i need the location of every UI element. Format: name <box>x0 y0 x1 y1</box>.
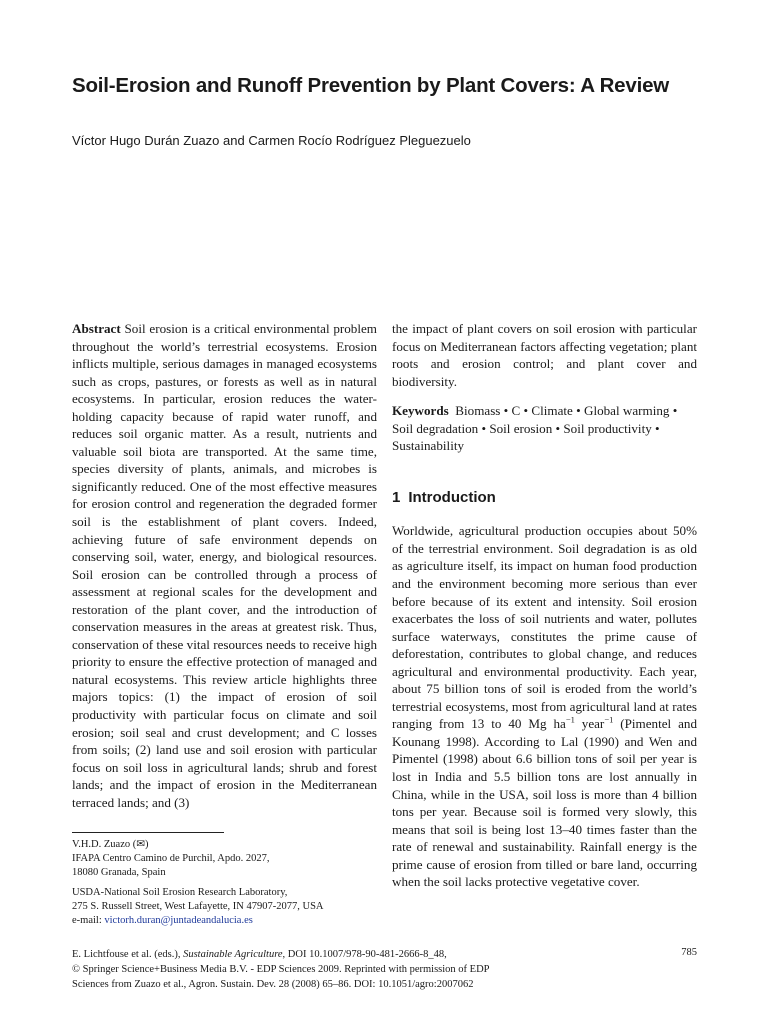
introduction-paragraph <box>392 522 697 890</box>
affiliation-line: 18080 Granada, Spain <box>72 867 166 878</box>
citation-line <box>72 947 697 962</box>
citation-footer <box>72 947 697 992</box>
corresponding-author: V.H.D. Zuazo (✉) <box>72 839 149 850</box>
email-line <box>72 914 382 928</box>
abstract-label: Abstract <box>72 321 121 336</box>
keywords-text: Biomass • C • Climate • Global warming • Soil degradation • Soil erosion • Soil productivity • Sustainability <box>392 403 678 454</box>
intro-text-b: year <box>574 716 605 732</box>
copyright-line: © Springer Science+Business Media B.V. - EDP Sciences 2009. Reprinted with permission of EDP <box>72 964 490 975</box>
section-heading-introduction <box>392 489 697 507</box>
intro-text-c: (Pimentel and Kounang 1998). According to Lal (1990) and Wen and Pimentel (1998) about 6.6 billion tons of soil per year is lost in India and 5.5 billion tons are lost annually in China, while in the USA, soil loss is more than 4 billion tons per year. Because soil is formed very slowly, this means that soil is being lost 13–40 times faster than the rate of renewal and sustainability. Rainfall energy is the prime cause of erosion from tilled or bare land, occurring when the soil lacks protective vegetative cover. <box>392 716 697 890</box>
page-number: 785 <box>681 947 697 958</box>
affiliation-line: USDA-National Soil Erosion Research Laboratory, <box>72 887 288 898</box>
email-link[interactable]: victorh.duran@juntadeandalucia.es <box>104 915 253 926</box>
reprint-line: Sciences from Zuazo et al., Agron. Sustain. Dev. 28 (2008) 65–86. DOI: 10.1051/agro:2007062 <box>72 979 474 990</box>
keywords-paragraph <box>392 402 697 455</box>
email-label: e-mail: <box>72 915 105 926</box>
footnote-divider <box>72 832 224 833</box>
intro-text-a: Worldwide, agricultural production occupies about 50% of the terrestrial environment. Soil degradation is as old as agriculture itself, its impact on human food production and the environment becoming more serious than ever before because of its extent and intensity. Soil erosion exacerbates the loss of soil nutrients and water, pollutes surface waterways, constitutes the prime cause of deforestation, contributes to global change, and reduces agricultural and environmental productivity. Each year, about 75 billion tons of soil is eroded from the world’s terrestrial ecosystems, most from agricultural land at rates ranging from 13 to 40 Mg ha <box>392 523 697 732</box>
section-number: 1 <box>392 488 401 506</box>
paper-title: Soil-Erosion and Runoff Prevention by Plant Covers: A Review <box>72 74 670 97</box>
abstract-paragraph <box>72 320 377 811</box>
right-column <box>392 320 697 891</box>
affiliation-line: IFAPA Centro Camino de Purchil, Apdo. 2027, <box>72 853 270 864</box>
keywords-label: Keywords <box>392 403 449 419</box>
author-footnote <box>72 838 382 928</box>
section-title: Introduction <box>408 488 496 506</box>
superscript: −1 <box>604 715 614 726</box>
citation-doi: , DOI 10.1007/978-90-481-2666-8_48, <box>282 949 447 960</box>
abstract-text-left: Soil erosion is a critical environmental problem throughout the world’s terrestrial ecosystems. Erosion inflicts multiple, serious damages in managed ecosystems such as crops, pastures, or forests as well as in natural ecosystems. In particular, erosion reduces the water-holding capacity because of rapid water runoff, and reduces soil organic matter. As a result, nutrients and valuable soil biota are transported. At the same time, species diversity of plants, animals, and microbes is significantly reduced. One of the most effective measures for erosion control and regeneration the degraded former soil is the establishment of plant covers. Indeed, achieving future of safe environment depends on conserving soil, water, energy, and biological resources. Soil erosion can be controlled through a process of assessment at regional scales for the development and restoration of the plant cover, and the introduction of conservation measures in the areas at greatest risk. Thus, conservation of these vital resources needs to receive high priority to ensure the effective protection of managed and natural ecosystems. This review article highlights three majors topics: (1) the impact of erosion of soil productivity with particular focus on climate and soil erosion; soil seal and crust development; and C losses from soils; (2) land use and soil erosion with particular focus on soil loss in agricultural lands; shrub and forest lands; and the impact of erosion in the Mediterranean terraced lands; and (3) <box>72 321 377 810</box>
book-title: Sustainable Agriculture <box>183 949 283 960</box>
citation-editors: E. Lichtfouse et al. (eds.), <box>72 949 184 960</box>
author-list: Víctor Hugo Durán Zuazo and Carmen Rocío Rodríguez Pleguezuelo <box>72 133 471 148</box>
abstract-continued: the impact of plant covers on soil erosion with particular focus on Mediterranean factors affecting vegetation; plant roots and erosion control; and plant cover and biodiversity. <box>392 321 697 389</box>
superscript: −1 <box>565 715 575 726</box>
left-column <box>72 320 377 811</box>
affiliation-line: 275 S. Russell Street, West Lafayette, IN 47907-2077, USA <box>72 901 324 912</box>
